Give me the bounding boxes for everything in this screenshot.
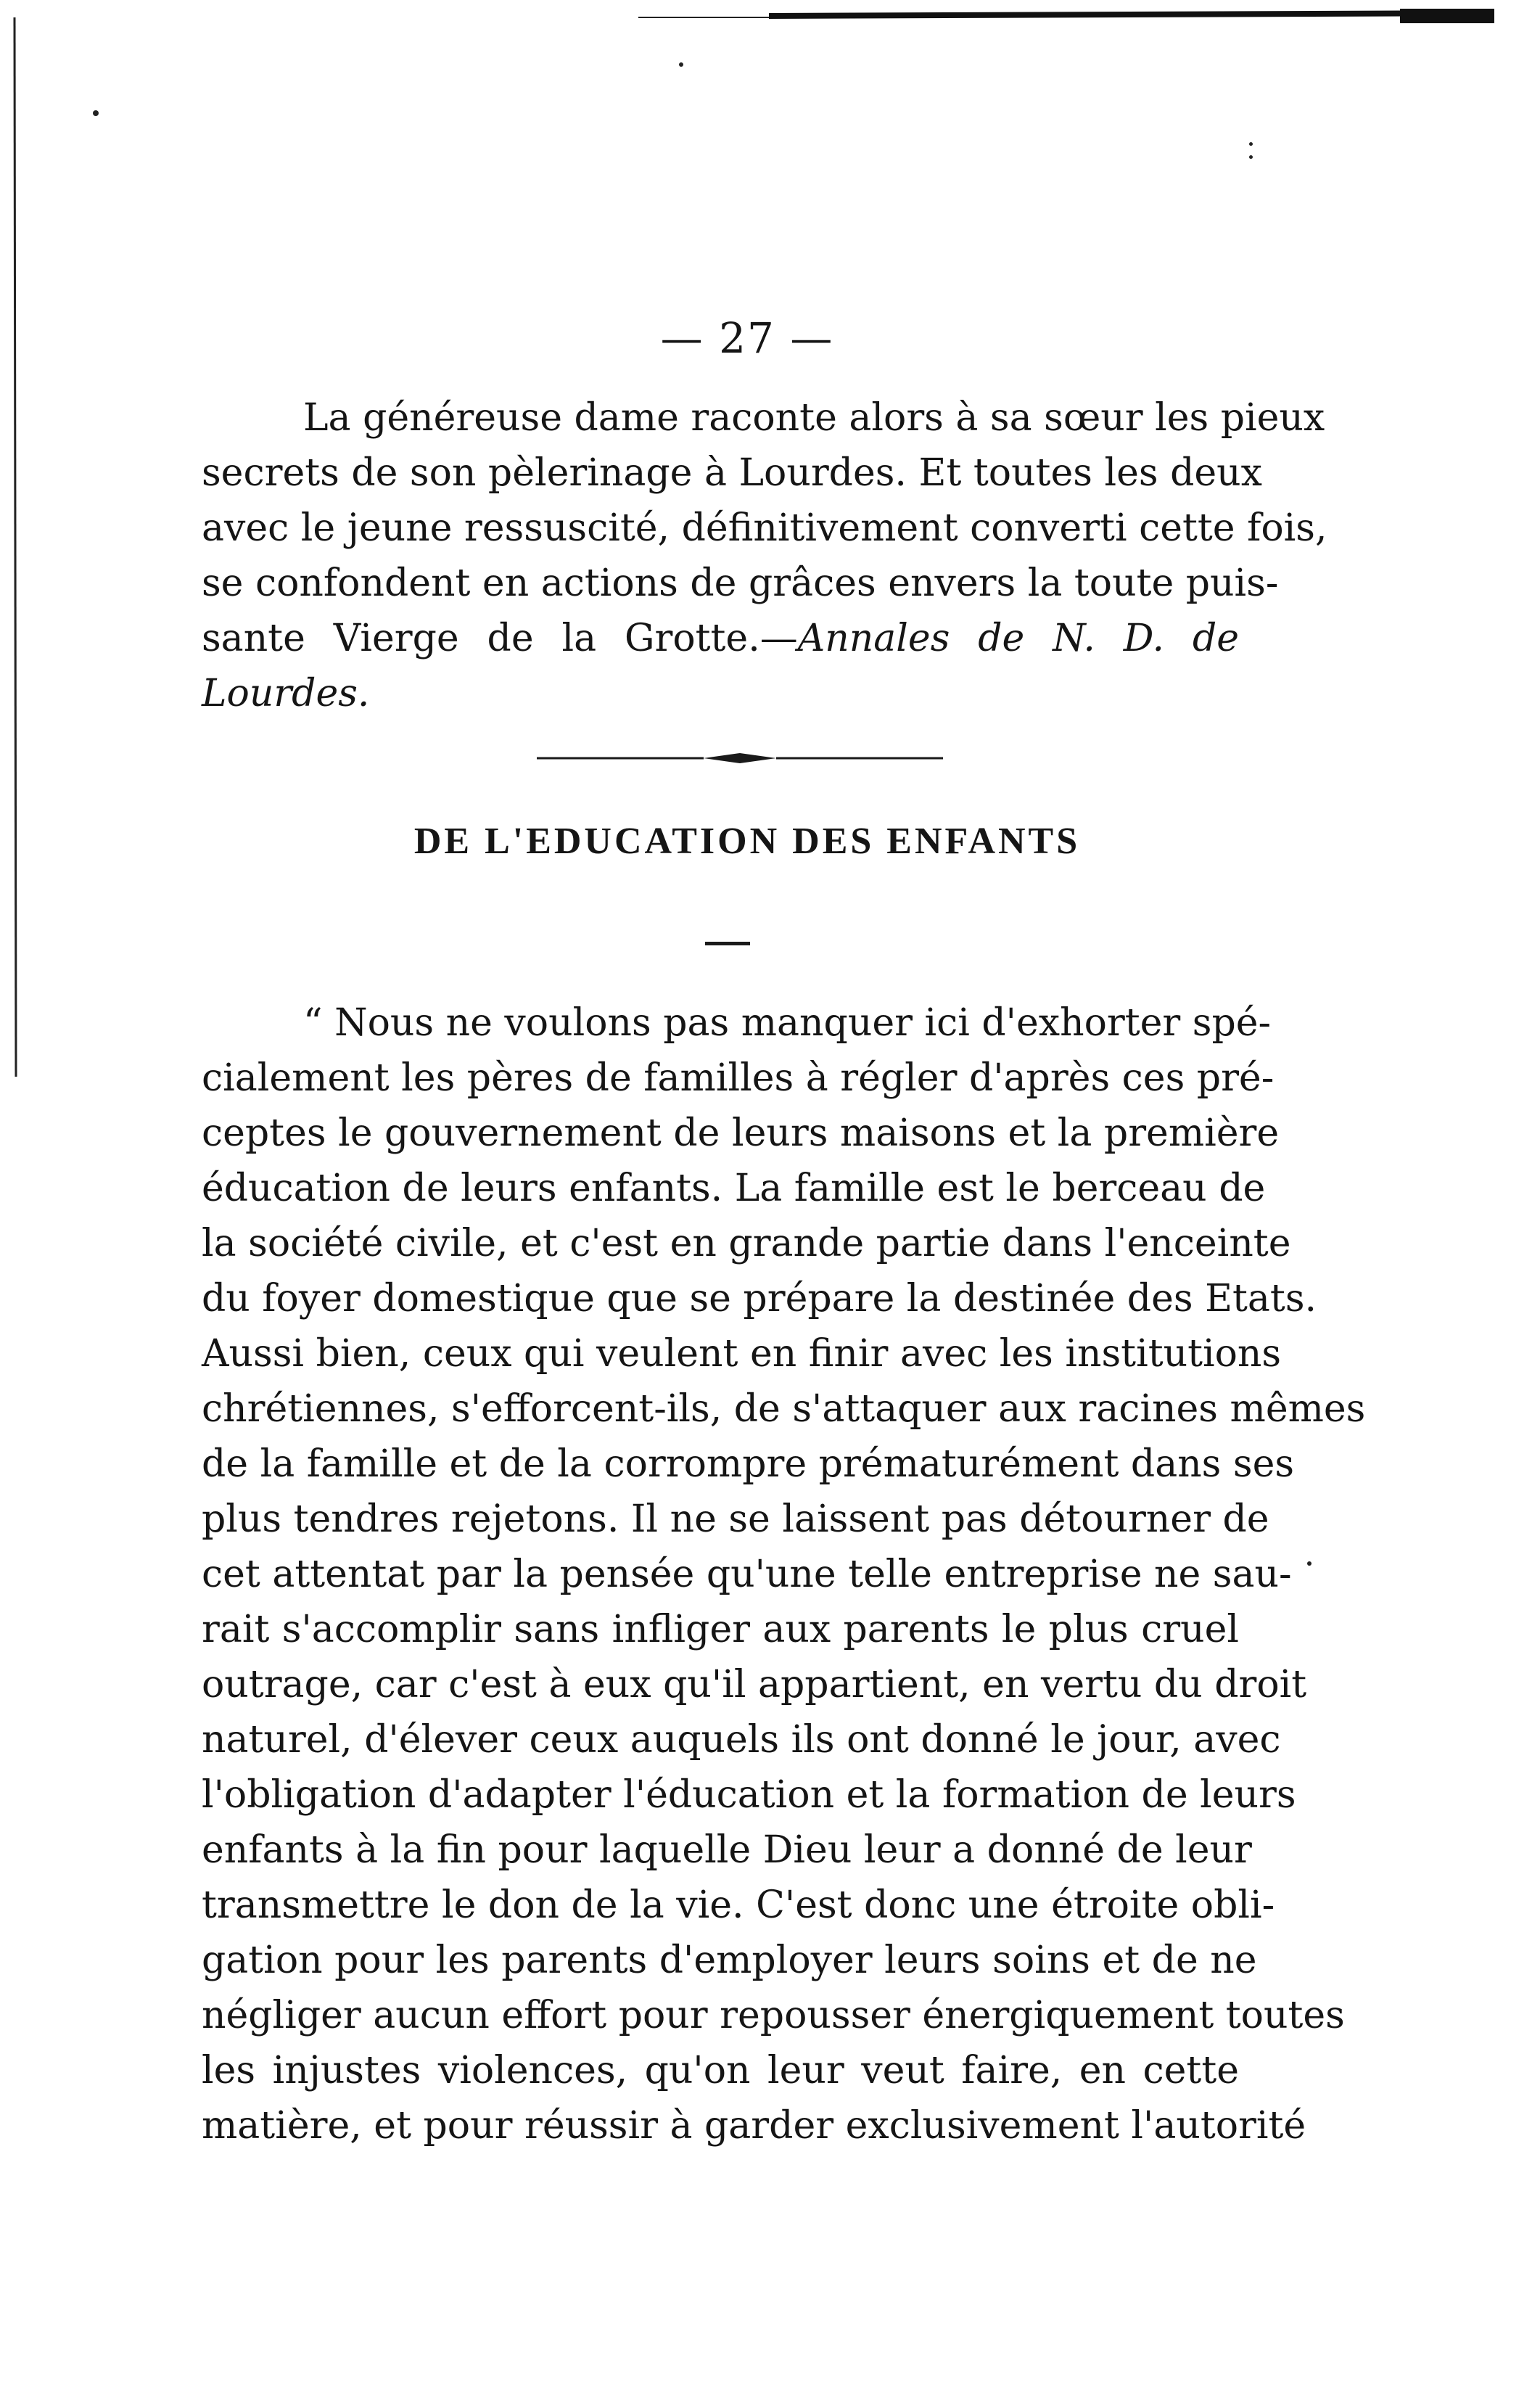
text-line: avec le jeune ressuscité, définitivement converti cette fois, [202,506,1327,550]
scan-speck [1307,1561,1312,1566]
page-number: — 27 — [660,313,834,363]
text-line: enfants à la fin pour laquelle Dieu leur a donné de leur [202,1828,1252,1872]
text-line: ceptes le gouvernement de leurs maisons et la première [202,1112,1280,1155]
text-line: se confondent en actions de grâces envers la toute puis- [202,562,1279,605]
text-line: chrétiennes, s'efforcent-ils, de s'attaquer aux racines mêmes [202,1387,1366,1431]
paragraph-anecdote-ending [202,390,1327,721]
text-line: outrage, car c'est à eux qu'il appartient, en vertu du droit [202,1663,1307,1706]
text-line: l'obligation d'adapter l'éducation et la formation de leurs [202,1773,1296,1817]
text-line: Lourdes. [202,672,370,715]
text-line: secrets de son pèlerinage à Lourdes. Et toutes les deux [202,451,1262,495]
text-line: naturel, d'élever ceux auquels ils ont donné le jour, avec [202,1718,1281,1762]
text-line: gation pour les parents d'employer leurs soins et de ne [202,1939,1257,1982]
text-line: La généreuse dame raconte alors à sa sœur les pieux [303,396,1325,440]
text-line: Aussi bien, ceux qui veulent en finir avec les institutions [202,1332,1282,1376]
text-line: plus tendres rejetons. Il ne se laissent pas détourner de [202,1497,1269,1541]
text-line: les injustes violences, qu'on leur veut faire, en cette [202,2049,1239,2092]
scan-speck [679,62,683,67]
section-heading: DE L'EDUCATION DES ENFANTS [413,821,1081,862]
text-line: de la famille et de la corrompre prématurément dans ses [202,1442,1295,1486]
scan-speck [1249,155,1253,159]
text-line: transmettre le don de la vie. C'est donc une étroite obli- [202,1883,1275,1927]
text-line: la société civile, et c'est en grande partie dans l'enceinte [202,1222,1291,1265]
section-ornament-divider [537,747,943,769]
text-line: du foyer domestique que se prépare la destinée des Etats. [202,1277,1317,1320]
text-line: rait s'accomplir sans infliger aux parents le plus cruel [202,1608,1239,1651]
citation-source: Annales de N. D. de [797,617,1240,660]
citation-lead: sante Vierge de la Grotte.— [202,617,798,660]
scan-speck [93,110,99,116]
text-line: “ Nous ne voulons pas manquer ici d'exhorter spé- [303,1001,1272,1045]
scan-speck [1249,142,1253,146]
text-line: cialement les pères de familles à régler d'après ces pré- [202,1056,1275,1100]
text-line-citation [202,611,1239,666]
scan-top-rule [638,6,1494,26]
heading-dash [705,942,750,945]
paragraph-education [202,995,1366,2153]
scan-left-edge [10,17,23,1077]
text-line: matière, et pour réussir à garder exclusivement l'autorité [202,2104,1306,2148]
text-line: éducation de leurs enfants. La famille est le berceau de [202,1167,1266,1210]
text-line: négliger aucun effort pour repousser énergiquement toutes [202,1994,1345,2037]
text-line: cet attentat par la pensée qu'une telle entreprise ne sau- [202,1553,1292,1596]
